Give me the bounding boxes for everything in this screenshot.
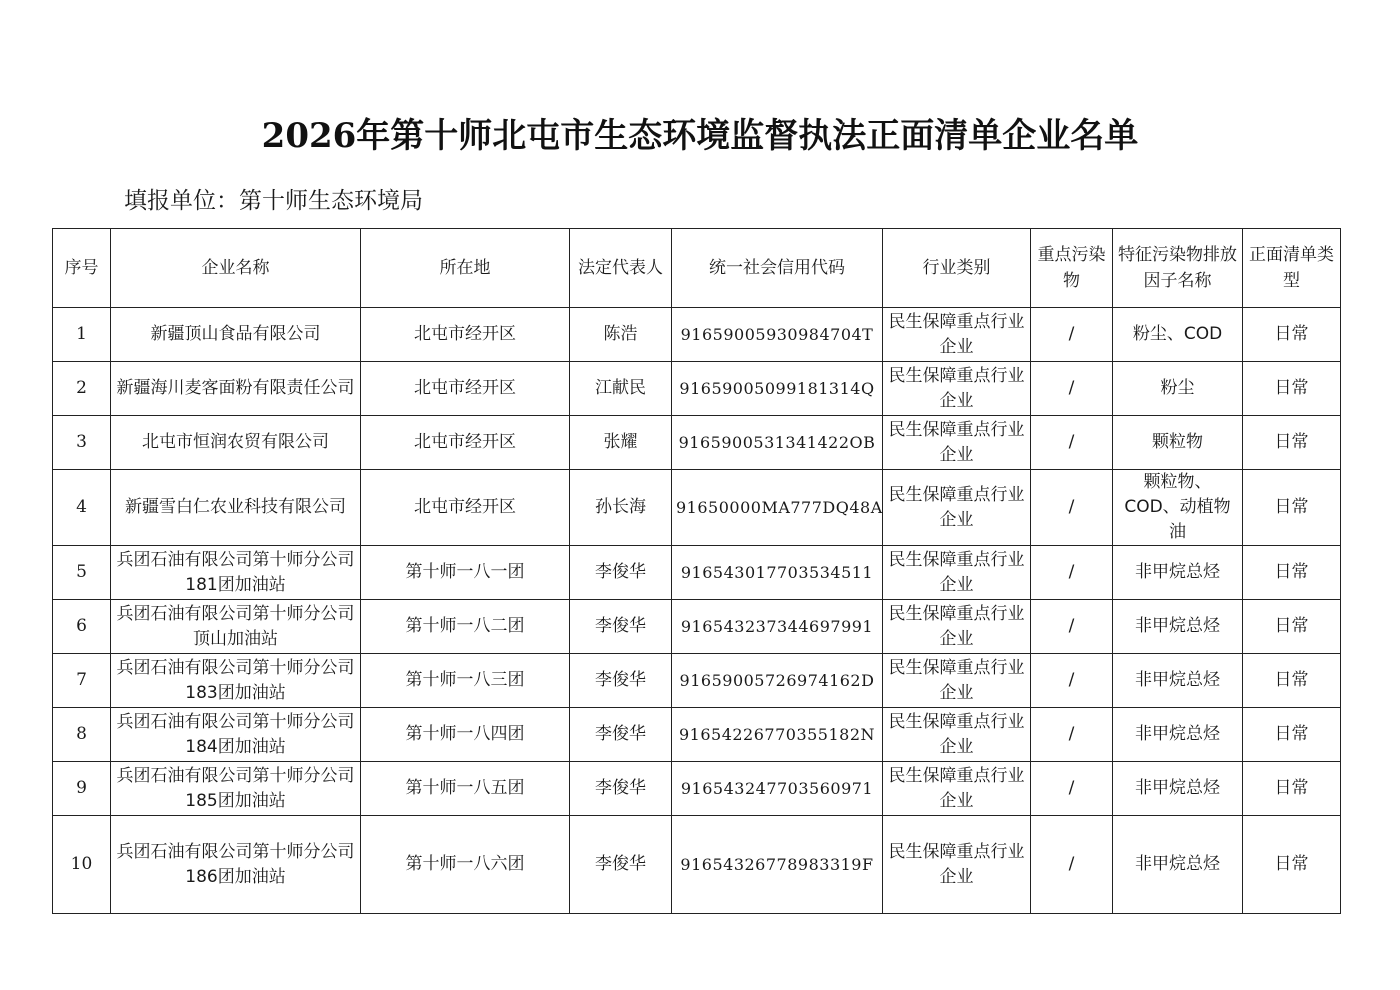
header-characteristic-pollutant: 特征污染物排放因子名称	[1113, 229, 1243, 308]
cell-credit-code: 9165900531341422OB	[672, 416, 883, 470]
cell-industry: 民生保障重点行业企业	[883, 470, 1031, 546]
cell-index: 4	[53, 470, 111, 546]
table-row	[53, 708, 1341, 762]
cell-list-type: 日常	[1243, 816, 1341, 914]
cell-legal-rep: 李俊华	[570, 762, 672, 816]
cell-credit-code: 91659005930984704T	[672, 308, 883, 362]
cell-key-pollutant: /	[1031, 362, 1113, 416]
table-row	[53, 816, 1341, 914]
cell-key-pollutant: /	[1031, 654, 1113, 708]
cell-location: 北屯市经开区	[361, 362, 570, 416]
header-key-pollutant: 重点污染物	[1031, 229, 1113, 308]
table-row	[53, 762, 1341, 816]
cell-key-pollutant: /	[1031, 416, 1113, 470]
cell-key-pollutant: /	[1031, 762, 1113, 816]
header-credit-code: 统一社会信用代码	[672, 229, 883, 308]
cell-industry: 民生保障重点行业企业	[883, 600, 1031, 654]
cell-list-type: 日常	[1243, 708, 1341, 762]
cell-index: 6	[53, 600, 111, 654]
cell-characteristic-pollutant: 颗粒物、COD、动植物油	[1113, 470, 1243, 546]
header-location: 所在地	[361, 229, 570, 308]
cell-index: 8	[53, 708, 111, 762]
cell-legal-rep: 李俊华	[570, 708, 672, 762]
cell-legal-rep: 江献民	[570, 362, 672, 416]
cell-key-pollutant: /	[1031, 470, 1113, 546]
cell-list-type: 日常	[1243, 546, 1341, 600]
cell-characteristic-pollutant: 非甲烷总烃	[1113, 816, 1243, 914]
cell-key-pollutant: /	[1031, 308, 1113, 362]
cell-company-name: 兵团石油有限公司第十师分公司183团加油站	[111, 654, 361, 708]
header-index: 序号	[53, 229, 111, 308]
cell-industry: 民生保障重点行业企业	[883, 654, 1031, 708]
enterprise-table	[52, 228, 1341, 914]
cell-credit-code: 91654226770355182N	[672, 708, 883, 762]
cell-list-type: 日常	[1243, 416, 1341, 470]
cell-location: 第十师一八二团	[361, 600, 570, 654]
header-list-type: 正面清单类型	[1243, 229, 1341, 308]
cell-characteristic-pollutant: 粉尘、COD	[1113, 308, 1243, 362]
cell-credit-code: 91659005099181314Q	[672, 362, 883, 416]
cell-list-type: 日常	[1243, 362, 1341, 416]
cell-legal-rep: 孙长海	[570, 470, 672, 546]
cell-list-type: 日常	[1243, 654, 1341, 708]
cell-characteristic-pollutant: 粉尘	[1113, 362, 1243, 416]
cell-legal-rep: 李俊华	[570, 600, 672, 654]
table-row	[53, 600, 1341, 654]
cell-characteristic-pollutant: 非甲烷总烃	[1113, 762, 1243, 816]
cell-list-type: 日常	[1243, 762, 1341, 816]
cell-characteristic-pollutant: 非甲烷总烃	[1113, 654, 1243, 708]
cell-list-type: 日常	[1243, 470, 1341, 546]
cell-index: 10	[53, 816, 111, 914]
cell-industry: 民生保障重点行业企业	[883, 816, 1031, 914]
cell-location: 北屯市经开区	[361, 470, 570, 546]
table-row	[53, 416, 1341, 470]
cell-company-name: 兵团石油有限公司第十师分公司181团加油站	[111, 546, 361, 600]
table-row	[53, 308, 1341, 362]
table-row	[53, 362, 1341, 416]
cell-credit-code: 916543237344697991	[672, 600, 883, 654]
header-industry: 行业类别	[883, 229, 1031, 308]
cell-credit-code: 916543017703534511	[672, 546, 883, 600]
cell-index: 5	[53, 546, 111, 600]
reporting-unit: 填报单位：第十师生态环境局	[124, 188, 423, 214]
cell-legal-rep: 李俊华	[570, 546, 672, 600]
cell-industry: 民生保障重点行业企业	[883, 362, 1031, 416]
cell-industry: 民生保障重点行业企业	[883, 308, 1031, 362]
cell-characteristic-pollutant: 非甲烷总烃	[1113, 600, 1243, 654]
cell-characteristic-pollutant: 非甲烷总烃	[1113, 708, 1243, 762]
cell-company-name: 兵团石油有限公司第十师分公司顶山加油站	[111, 600, 361, 654]
cell-key-pollutant: /	[1031, 816, 1113, 914]
cell-company-name: 兵团石油有限公司第十师分公司186团加油站	[111, 816, 361, 914]
cell-characteristic-pollutant: 颗粒物	[1113, 416, 1243, 470]
cell-credit-code: 916543247703560971	[672, 762, 883, 816]
cell-location: 北屯市经开区	[361, 308, 570, 362]
cell-index: 7	[53, 654, 111, 708]
cell-company-name: 新疆海川麦客面粉有限责任公司	[111, 362, 361, 416]
table-row	[53, 654, 1341, 708]
cell-index: 9	[53, 762, 111, 816]
cell-location: 第十师一八一团	[361, 546, 570, 600]
cell-list-type: 日常	[1243, 308, 1341, 362]
cell-index: 3	[53, 416, 111, 470]
cell-location: 第十师一八六团	[361, 816, 570, 914]
header-legal-rep: 法定代表人	[570, 229, 672, 308]
cell-location: 第十师一八五团	[361, 762, 570, 816]
cell-credit-code: 91659005726974162D	[672, 654, 883, 708]
cell-location: 第十师一八四团	[361, 708, 570, 762]
cell-company-name: 新疆顶山食品有限公司	[111, 308, 361, 362]
cell-industry: 民生保障重点行业企业	[883, 416, 1031, 470]
cell-list-type: 日常	[1243, 600, 1341, 654]
table-row	[53, 546, 1341, 600]
cell-industry: 民生保障重点行业企业	[883, 762, 1031, 816]
cell-company-name: 兵团石油有限公司第十师分公司185团加油站	[111, 762, 361, 816]
cell-location: 第十师一八三团	[361, 654, 570, 708]
cell-industry: 民生保障重点行业企业	[883, 708, 1031, 762]
cell-legal-rep: 李俊华	[570, 816, 672, 914]
header-company-name: 企业名称	[111, 229, 361, 308]
cell-characteristic-pollutant: 非甲烷总烃	[1113, 546, 1243, 600]
cell-legal-rep: 陈浩	[570, 308, 672, 362]
cell-legal-rep: 李俊华	[570, 654, 672, 708]
cell-legal-rep: 张耀	[570, 416, 672, 470]
table-row	[53, 470, 1341, 546]
cell-industry: 民生保障重点行业企业	[883, 546, 1031, 600]
cell-location: 北屯市经开区	[361, 416, 570, 470]
table-header-row	[53, 229, 1341, 308]
cell-company-name: 兵团石油有限公司第十师分公司184团加油站	[111, 708, 361, 762]
cell-key-pollutant: /	[1031, 600, 1113, 654]
cell-company-name: 北屯市恒润农贸有限公司	[111, 416, 361, 470]
cell-index: 1	[53, 308, 111, 362]
cell-key-pollutant: /	[1031, 708, 1113, 762]
cell-key-pollutant: /	[1031, 546, 1113, 600]
cell-credit-code: 91650000MA777DQ48A	[672, 470, 883, 546]
cell-credit-code: 91654326778983319F	[672, 816, 883, 914]
cell-company-name: 新疆雪白仁农业科技有限公司	[111, 470, 361, 546]
document-title: 2026年第十师北屯市生态环境监督执法正面清单企业名单	[261, 116, 1139, 156]
cell-index: 2	[53, 362, 111, 416]
